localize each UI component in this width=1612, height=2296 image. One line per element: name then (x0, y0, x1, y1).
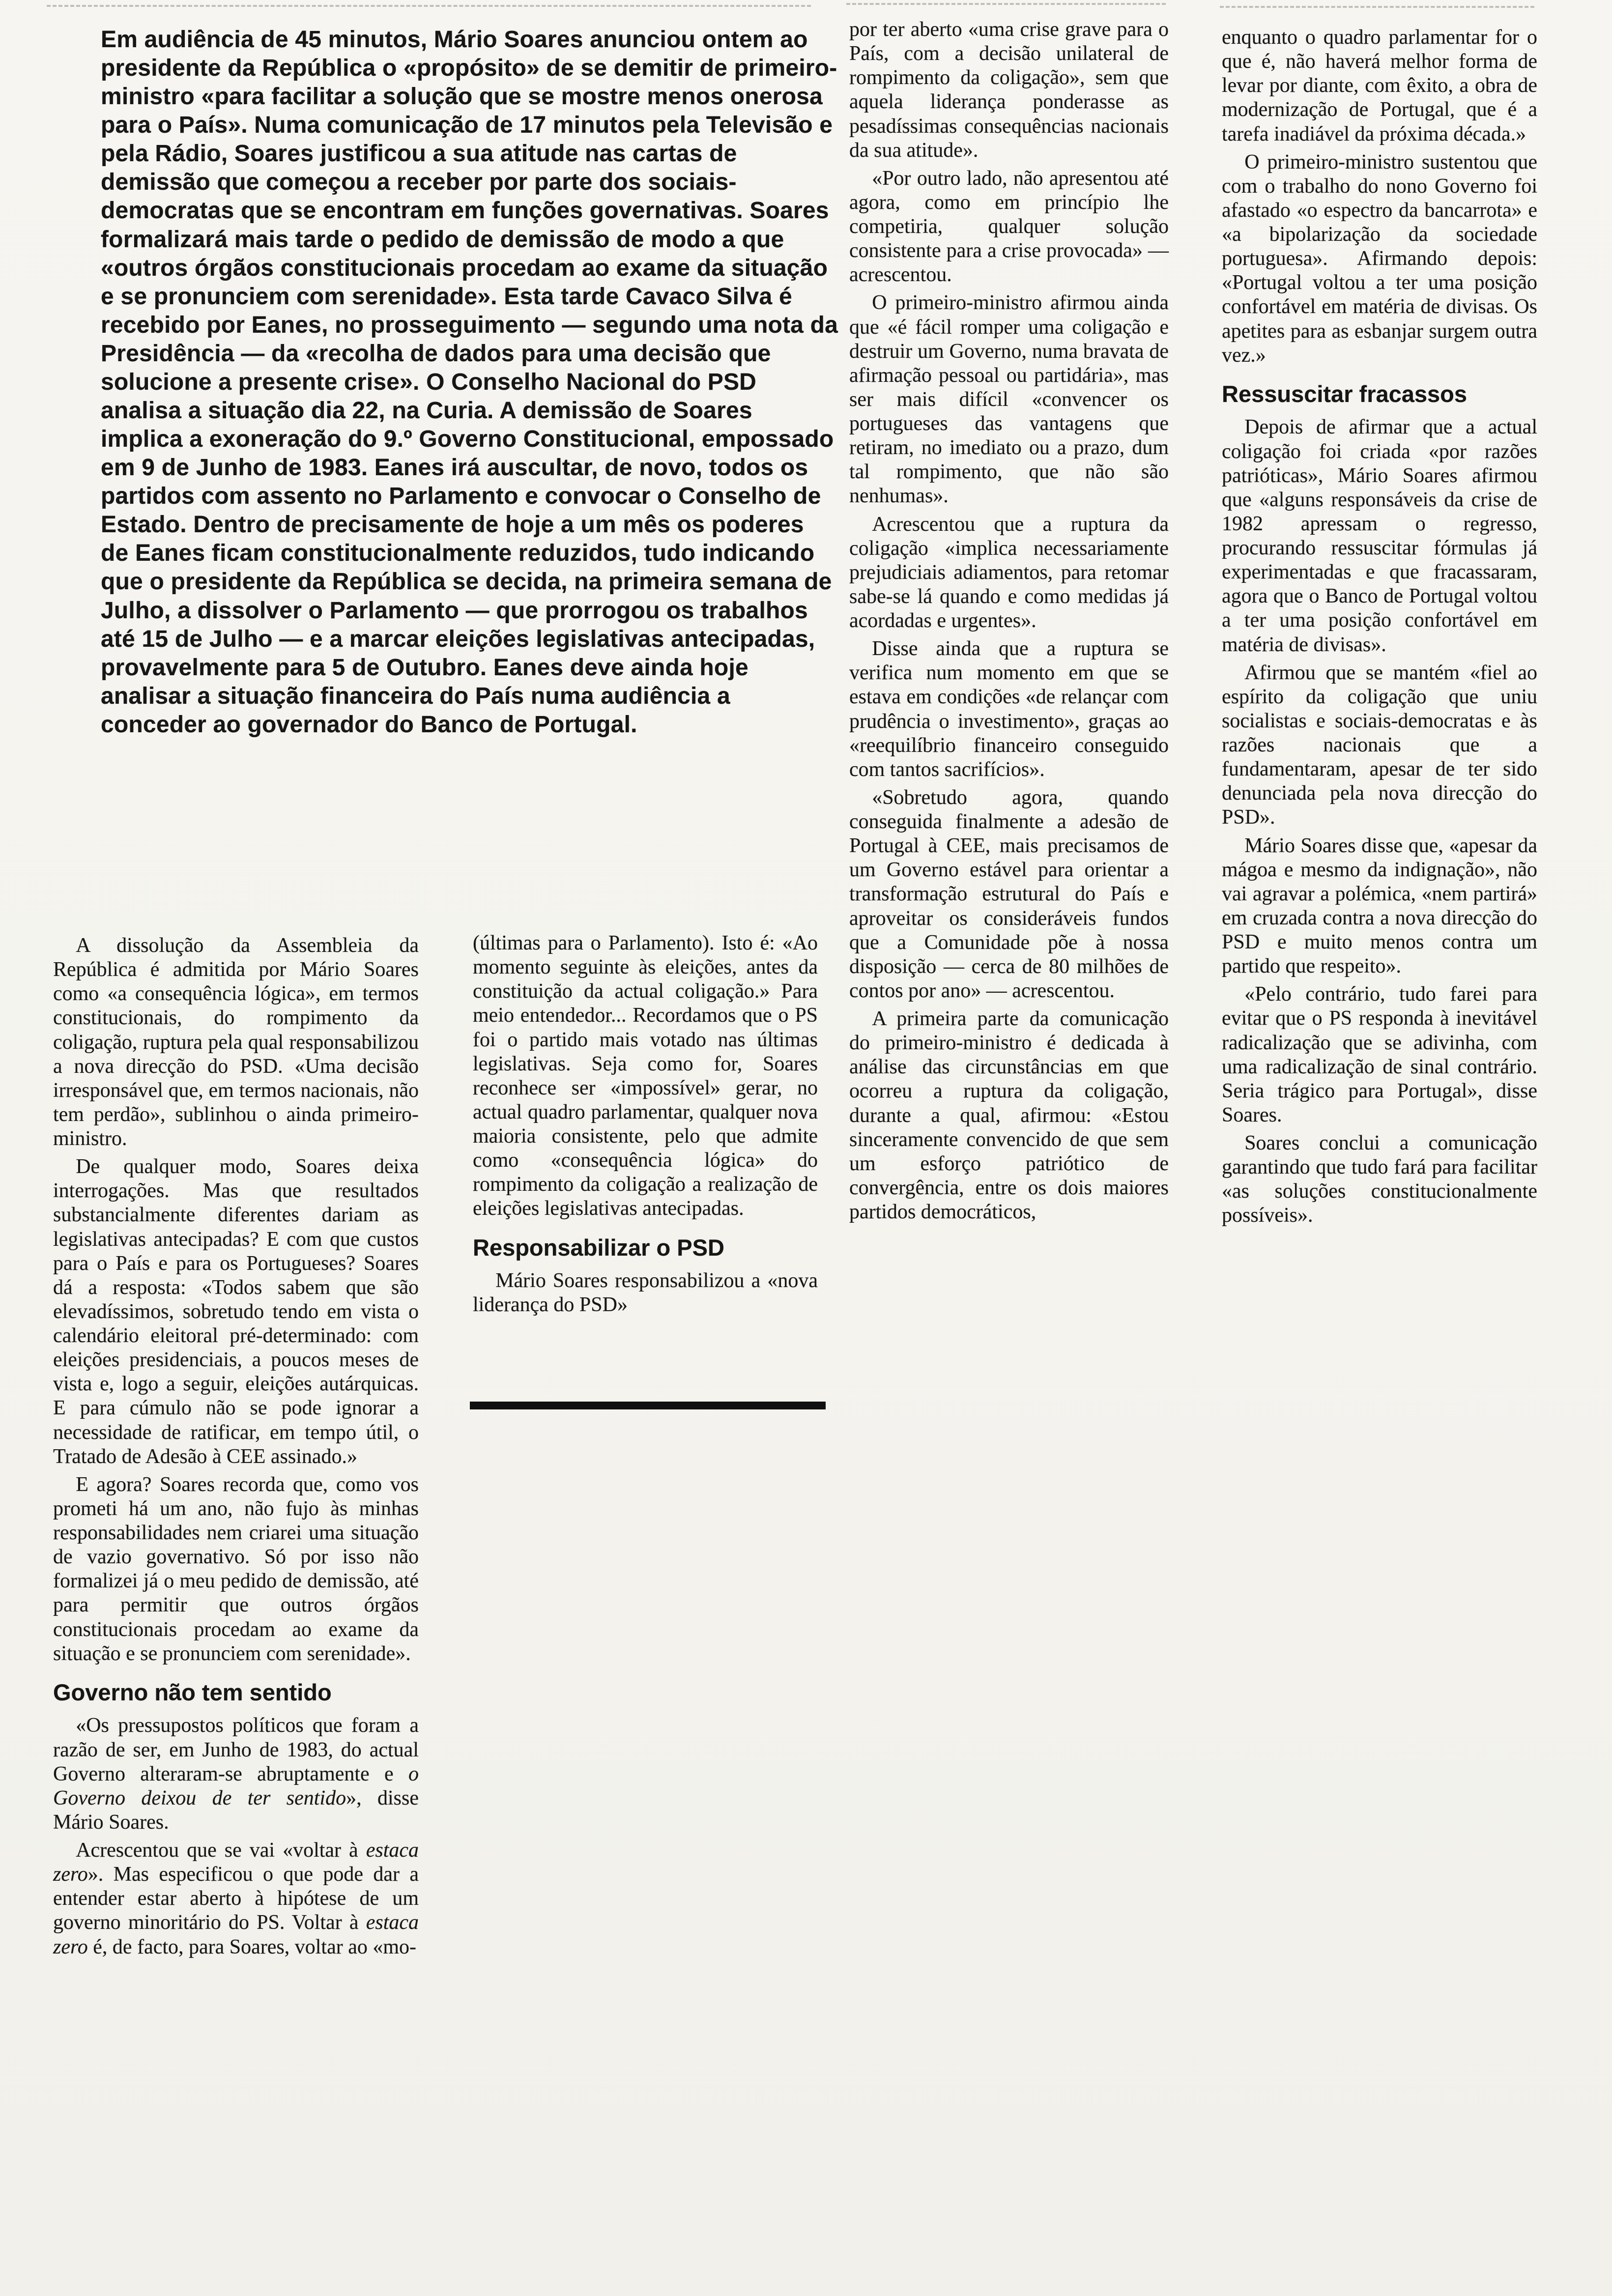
lead-paragraph: Em audiência de 45 minutos, Mário Soares anunciou ontem ao presidente da República o «propósito» de se demitir de primeiro-ministro «para facilitar a solução que se mostre menos onerosa para o País». Numa comunicação de 17 minutos pela Televisão e pela Rádio, Soares justificou a sua atitude nas cartas de demissão que começou a receber por parte dos sociais-democratas que se encontram em funções governativas. Soares formalizará mais tarde o pedido de demissão de modo a que «outros órgãos constitucionais procedam ao exame da situação e se pronunciem com serenidade». Esta tarde Cavaco Silva é recebido por Eanes, no prosseguimento — segundo uma nota da Presidência — da «recolha de dados para uma decisão que solucione a presente crise». O Conselho Nacional do PSD analisa a situação dia 22, na Curia. A demissão de Soares implica a exoneração do 9.º Governo Constitucional, empossado em 9 de Junho de 1983. Eanes irá auscultar, de novo, todos os partidos com assento no Parlamento e convocar o Conselho de Estado. Dentro de precisamente de hoje a um mês os poderes de Eanes ficam constitucionalmente reduzidos, tudo indicando que o presidente da República se decida, na primeira semana de Julho, a dissolver o Parlamento — que prorrogou os trabalhos até 15 de Julho — e a marcar eleições legislativas antecipadas, provavelmente para 5 de Outubro. Eanes deve ainda hoje analisar a situação financeira do País numa audiência a conceder ao governador do Banco de Portugal. (101, 27, 838, 738)
paragraph: Acrescentou que a ruptura da coligação «implica necessariamente prejudiciais adiamentos, para retomar sabe-se lá quando e como medidas já acordadas e urgentes». (849, 513, 1169, 632)
paragraph-text: Acrescentou que se vai «voltar à (76, 1839, 366, 1862)
paragraph: por ter aberto «uma crise grave para o País, com a decisão unilateral de rompimento da coligação», sem que aquela liderança ponderasse as pesadíssimas consequências nacionais da sua atitude». (849, 18, 1169, 162)
paragraph: Afirmou que se mantém «fiel ao espírito da coligação que uniu socialistas e sociais-democratas e às razões nacionais que a fundamentaram, apesar de ter sido denunciada pela nova direcção do PSD». (1222, 661, 1537, 829)
lead-paragraph-block (101, 26, 838, 739)
italic-phrase: estaca zero (53, 1911, 419, 1958)
paragraph: Mário Soares responsabilizou a «nova liderança do PSD» (473, 1269, 818, 1317)
paragraph-text: «Os pressupostos políticos que foram a razão de ser, em Junho de 1983, do actual Governo alteraram-se abruptamente e (53, 1714, 419, 1785)
paragraph-text: ». Mas especificou o que pode dar a entender estar aberto à hipótese de um governo minoritário do PS. Voltar à (53, 1863, 419, 1934)
paragraph: De qualquer modo, Soares deixa interrogações. Mas que resultados substancialmente diferentes dariam as legislativas antecipadas? E com que custos para o País e para os Portugueses? Soares dá a resposta: «Todos sabem que são elevadíssimos, sobretudo tendo em vista o calendário eleitoral pré-determinado: com eleições presidenciais, a poucos meses de vista e, logo a seguir, eleições autárquicas. E para cúmulo não se pode ignorar a necessidade de ratificar, em tempo útil, o Tratado de Adesão à CEE assinado.» (53, 1155, 419, 1468)
paragraph: (últimas para o Parlamento). Isto é: «Ao momento seguinte às eleições, antes da constituição da actual coligação.» Para meio entendedor... Recordamos que o PS foi o partido mais votado nas últimas legislativas. Seja como for, Soares reconhece ser «impossível» gerar, no actual quadro parlamentar, qualquer nova maioria consistente, pelo que admite como «consequência lógica» do rompimento da coligação a realização de eleições legislativas antecipadas. (473, 932, 818, 1220)
italic-phrase: o Governo deixou de ter sentido (53, 1762, 419, 1809)
paragraph: O primeiro-ministro afirmou ainda que «é fácil romper uma coligação e destruir um Governo, numa bravata de afirmação pessoal ou partidária», mas ser mais difícil «convencer os portugueses das vantagens que retiram, no imediato ou a prazo, dum tal rompimento, que não são nenhumas». (849, 291, 1169, 508)
separator-rule (470, 1402, 826, 1409)
paragraph (53, 1838, 419, 1959)
scan-artifact-line (47, 5, 811, 7)
scan-artifact-line (1220, 6, 1534, 8)
column-parlamentar (1222, 26, 1537, 1232)
paragraph: Mário Soares disse que, «apesar da mágoa e mesmo da indignação», não vai agravar a polémica, «nem partirá» em cruzada contra a nova direcção do PSD e muito menos contra um partido que respeito». (1222, 834, 1537, 978)
italic-phrase: estaca zero (53, 1839, 419, 1886)
paragraph: Depois de afirmar que a actual coligação foi criada «por razões patrióticas», Mário Soares afirmou que «alguns responsáveis da crise de 1982 apressam o regresso, procurando ressuscitar fórmulas já experimentadas e que fracassaram, agora que o Banco de Portugal voltou a ter uma posição confortável em matéria de divisas». (1222, 416, 1537, 656)
paragraph: «Por outro lado, não apresentou até agora, como em princípio lhe competiria, qualquer solução consistente para a crise provocada» — acrescentou. (849, 167, 1169, 287)
paragraph: A primeira parte da comunicação do primeiro-ministro é dedicada à análise das circunstâncias em que ocorreu a ruptura da coligação, durante a qual, afirmou: «Estou sinceramente convencido de que sem um esforço patriótico de convergência, entre os dois maiores partidos democráticos, (849, 1007, 1169, 1223)
column-dissolucao (53, 934, 419, 1963)
paragraph: «Pelo contrário, tudo farei para evitar que o PS responda à inevitável radicalização que se adivinha, com uma radicalização de sinal contrário. Seria trágico para Portugal», disse Soares. (1222, 983, 1537, 1126)
paragraph: A dissolução da Assembleia da República é admitida por Mário Soares como «a consequência lógica», em termos constitucionais, do rompimento da coligação, ruptura pela qual responsabilizou a nova direcção do PSD. «Uma decisão irresponsável que, em termos nacionais, não tem perdão», sublinhou o ainda primeiro-ministro. (53, 934, 419, 1150)
paragraph: «Sobretudo agora, quando conseguida finalmente a adesão de Portugal à CEE, mais precisamos de um Governo estável para orientar a transformação estrutural do País e aproveitar os consideráveis fundos que a Comunidade põe à nossa disposição — cerca de 80 milhões de contos por ano» — acrescentou. (849, 786, 1169, 1002)
paragraph (53, 1714, 419, 1835)
paragraph: Soares conclui a comunicação garantindo que tudo fará para facilitar «as soluções constitucionalmente possíveis». (1222, 1132, 1537, 1227)
subheading-responsabilizar-psd: Responsabilizar o PSD (473, 1234, 724, 1261)
paragraph-text: é, de facto, para Soares, voltar ao «mo- (87, 1935, 417, 1958)
paragraph: O primeiro-ministro sustentou que com o trabalho do nono Governo foi afastado «o espectro da bancarrota» e «a bipolarização da sociedade portuguesa». Afirmando depois: «Portugal voltou a ter uma posição confortável em matéria de divisas. Os apetites para as esbanjar surgem outra vez.» (1222, 150, 1537, 367)
paragraph: enquanto o quadro parlamentar for o que é, não haverá melhor forma de levar por diante, com êxito, a obra de modernização de Portugal, que é a tarefa inadiável da próxima década.» (1222, 26, 1537, 145)
paragraph-text: », disse Mário Soares. (53, 1786, 419, 1834)
column-ultimas (473, 931, 818, 1321)
subheading-governo-nao-tem-sentido: Governo não tem sentido (53, 1679, 332, 1705)
column-crise (849, 18, 1169, 1228)
paragraph: Disse ainda que a ruptura se verifica num momento em que se estava em condições «de relançar com prudência o investimento», graças ao «reequilíbrio financeiro conseguido com tantos sacrifícios». (849, 637, 1169, 781)
scan-artifact-line (846, 3, 1166, 5)
paragraph: E agora? Soares recorda que, como vos prometi há um ano, não fujo às minhas responsabilidades nem criarei uma situação de vazio governativo. Só por isso não formalizei já o meu pedido de demissão, até para permitir que outros órgãos constitucionais procedam ao exame da situação e se pronunciem com serenidade». (53, 1473, 419, 1665)
subheading-ressuscitar-fracassos: Ressuscitar fracassos (1222, 380, 1468, 407)
